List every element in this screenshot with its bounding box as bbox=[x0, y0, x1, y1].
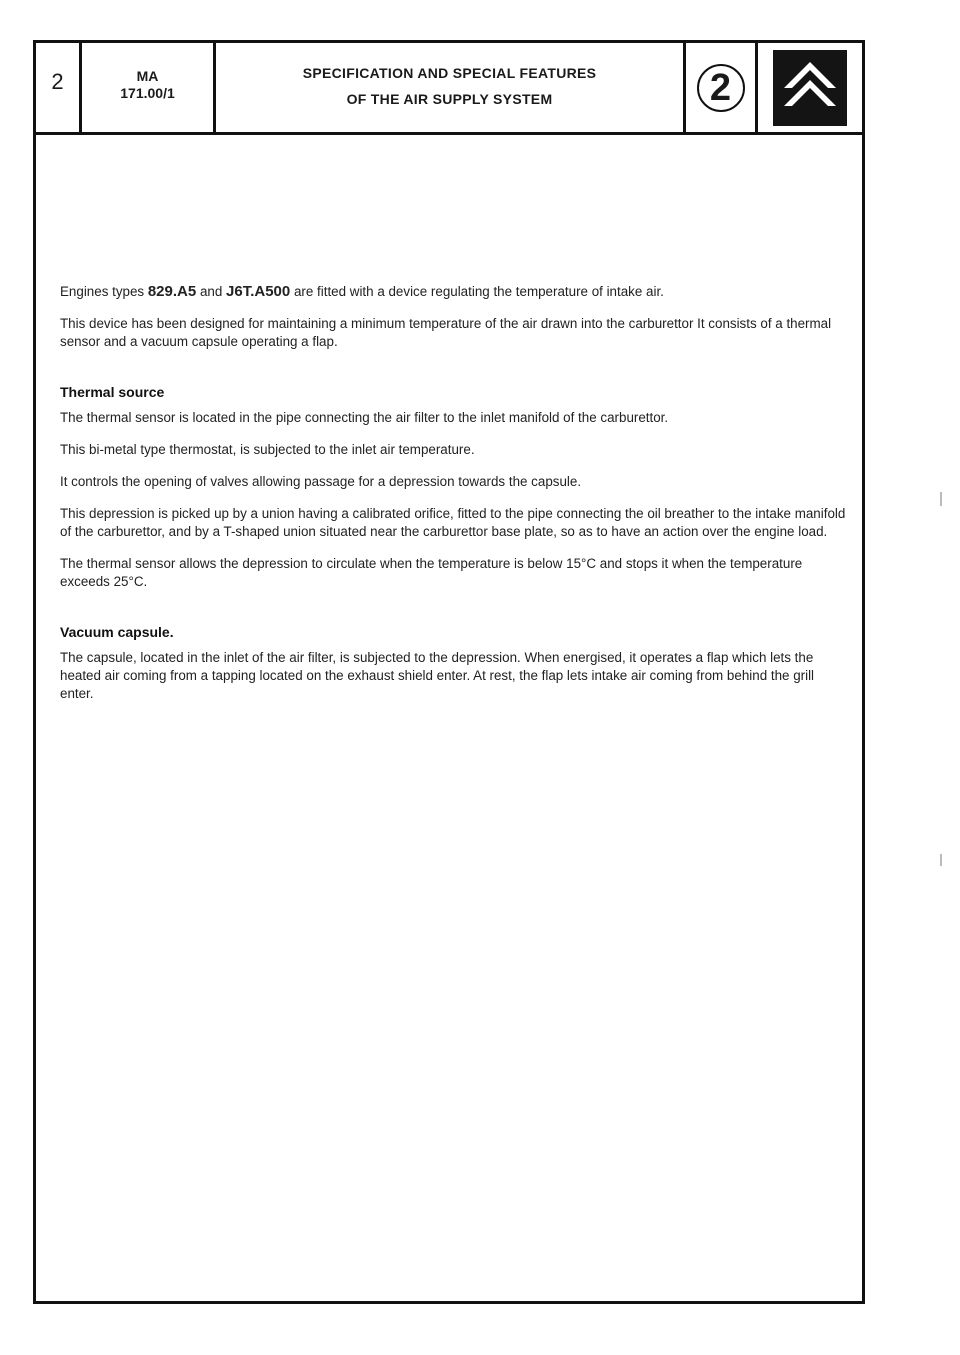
page-number-cell bbox=[36, 43, 82, 132]
page-frame bbox=[33, 40, 865, 1304]
thermal-paragraph-1: The thermal sensor is located in the pipe connecting the air filter to the inlet manifold of the carburettor. bbox=[60, 410, 669, 425]
ref-code: MA bbox=[136, 67, 159, 84]
logo-cell bbox=[758, 43, 862, 132]
thermal-paragraph-3: It controls the opening of valves allowing passage for a depression towards the capsule. bbox=[60, 474, 582, 489]
intro-paragraph-2: This device has been designed for maintaining a minimum temperature of the air drawn into the carburettor It consists of a thermal sensor and a vacuum capsule operating a flap. bbox=[60, 316, 832, 349]
page-title-line1: SPECIFICATION AND SPECIAL FEATURES bbox=[302, 64, 597, 81]
thermal-paragraph-2: This bi-metal type thermostat, is subjected to the inlet air temperature. bbox=[60, 442, 475, 457]
engine-type-1: 829.A5 bbox=[147, 283, 197, 300]
intro-paragraph-1: Engines types 829.A5 and J6T.A500 are fitted with a device regulating the temperature of intake air. bbox=[60, 283, 664, 300]
document-body bbox=[60, 283, 850, 717]
section-heading-thermal-source: Thermal source bbox=[60, 384, 165, 400]
scan-mark bbox=[940, 492, 942, 506]
thermal-paragraph-5: The thermal sensor allows the depression to circulate when the temperature is below 15°C and stops it when the temperature exceeds 25°C. bbox=[60, 556, 803, 589]
vacuum-paragraph-1: The capsule, located in the inlet of the air filter, is subjected to the depression. When energised, it operates a flap which lets the heated air coming from a tapping located on the exhaust shield enter. At rest, the flap lets intake air coming from behind the grill enter. bbox=[60, 650, 815, 701]
section-badge: 2 bbox=[697, 64, 745, 112]
citroen-double-chevron-icon bbox=[773, 50, 847, 126]
scan-mark bbox=[940, 854, 942, 866]
badge-cell bbox=[686, 43, 758, 132]
title-cell bbox=[216, 43, 686, 132]
reference-cell bbox=[82, 43, 216, 132]
header-bar bbox=[36, 43, 862, 135]
thermal-paragraph-4: This depression is picked up by a union having a calibrated orifice, fitted to the pipe connecting the oil breather to the intake manifold of the carburettor, and by a T-shaped union situated near the carburettor base plate, so as to have an action over the engine load. bbox=[60, 506, 846, 539]
engine-type-2: J6T.A500 bbox=[226, 283, 291, 300]
ref-number: 171.00/1 bbox=[120, 84, 175, 101]
section-heading-vacuum-capsule: Vacuum capsule. bbox=[60, 624, 174, 640]
page-title-line2: OF THE AIR SUPPLY SYSTEM bbox=[346, 90, 553, 107]
page-number: 2 bbox=[51, 68, 64, 94]
